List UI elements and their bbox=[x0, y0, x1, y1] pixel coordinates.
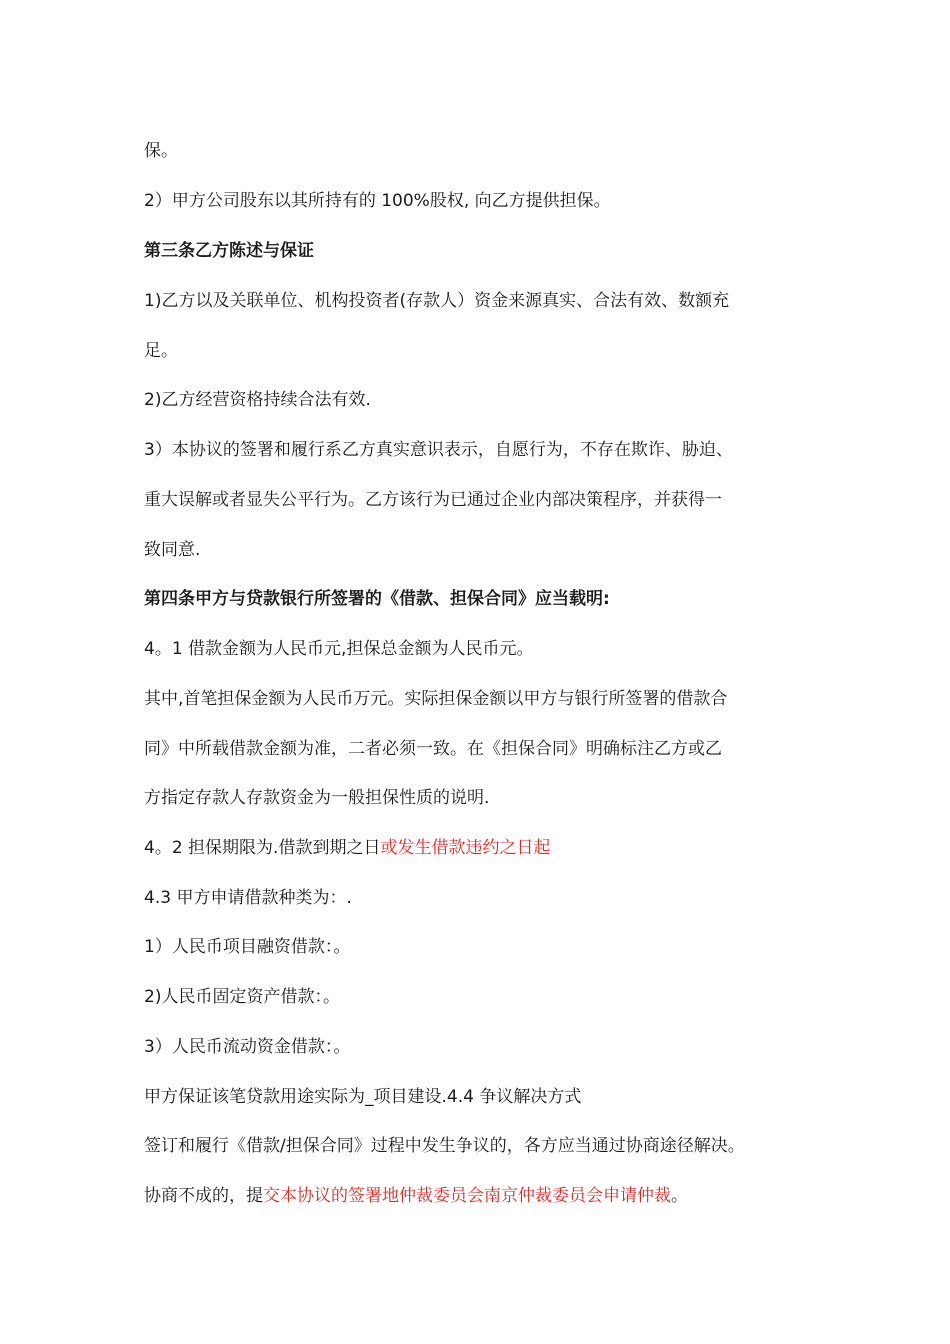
line-text: 4。2 担保期限为.借款到期之日 bbox=[144, 838, 381, 858]
line-text-end: 。 bbox=[671, 1186, 688, 1206]
line-text: 3）本协议的签署和履行系乙方真实意识表示，自愿行为，不存在欺诈、胁迫、 bbox=[144, 440, 733, 460]
line-text: 2)人民币固定资产借款：。 bbox=[144, 987, 340, 1007]
paragraph-line bbox=[144, 737, 722, 761]
highlighted-text: 交本协议的签署地仲裁委员会南京仲裁委员会申请仲裁 bbox=[263, 1186, 671, 1206]
paragraph-line bbox=[144, 339, 178, 363]
line-text: 1）人民币项目融资借款：。 bbox=[144, 937, 351, 957]
heading-text: 第三条乙方陈述与保证 bbox=[144, 241, 314, 261]
highlighted-text: 或发生借款违约之日起 bbox=[380, 838, 551, 858]
line-text: 3）人民币流动资金借款：。 bbox=[144, 1037, 351, 1057]
line-text: 同》中所载借款金额为准，二者必须一致。在《担保合同》明确标注乙方或乙 bbox=[144, 739, 722, 759]
line-text: 保。 bbox=[144, 141, 178, 161]
heading-text: 第四条甲方与贷款银行所签署的《借款、担保合同》应当载明: bbox=[144, 589, 610, 609]
paragraph-line bbox=[144, 189, 611, 213]
line-text: 方指定存款人存款资金为一般担保性质的说明. bbox=[144, 788, 490, 808]
paragraph-line bbox=[144, 1085, 581, 1109]
paragraph-line bbox=[144, 538, 200, 562]
paragraph-line bbox=[144, 935, 350, 959]
line-text: 协商不成的，提 bbox=[144, 1186, 263, 1206]
section-heading-3 bbox=[144, 239, 314, 263]
paragraph-line bbox=[144, 488, 722, 512]
line-text: 2）甲方公司股东以其所持有的 100%股权, 向乙方提供担保。 bbox=[144, 191, 611, 211]
paragraph-line bbox=[144, 786, 489, 810]
paragraph-line bbox=[144, 388, 371, 412]
line-text: 致同意. bbox=[144, 540, 201, 560]
paragraph-line bbox=[144, 985, 340, 1009]
section-heading-4 bbox=[144, 587, 610, 611]
paragraph-line bbox=[144, 289, 729, 313]
paragraph-line bbox=[144, 836, 550, 860]
line-text: 4。1 借款金额为人民币元,担保总金额为人民币元。 bbox=[144, 639, 534, 659]
line-text: 签订和履行《借款/担保合同》过程中发生争议的，各方应当通过协商途径解决。 bbox=[144, 1136, 745, 1156]
paragraph-line bbox=[144, 139, 178, 163]
paragraph-line bbox=[144, 438, 733, 462]
line-text: 重大误解或者显失公平行为。乙方该行为已通过企业内部决策程序，并获得一 bbox=[144, 490, 722, 510]
paragraph-line bbox=[144, 886, 352, 910]
line-text: 甲方保证该笔贷款用途实际为_项目建设.4.4 争议解决方式 bbox=[144, 1087, 582, 1107]
line-text: 其中,首笔担保金额为人民币万元。实际担保金额以甲方与银行所签署的借款合 bbox=[144, 689, 728, 709]
paragraph-line bbox=[144, 1134, 745, 1158]
line-text: 1)乙方以及关联单位、机构投资者(存款人）资金来源真实、合法有效、数额充 bbox=[144, 291, 730, 311]
paragraph-line bbox=[144, 687, 727, 711]
paragraph-line bbox=[144, 1184, 688, 1208]
line-text: 足。 bbox=[144, 341, 178, 361]
paragraph-line bbox=[144, 1035, 350, 1059]
paragraph-line bbox=[144, 637, 533, 661]
line-text: 4.3 甲方申请借款种类为：. bbox=[144, 888, 352, 908]
line-text: 2)乙方经营资格持续合法有效. bbox=[144, 390, 371, 410]
